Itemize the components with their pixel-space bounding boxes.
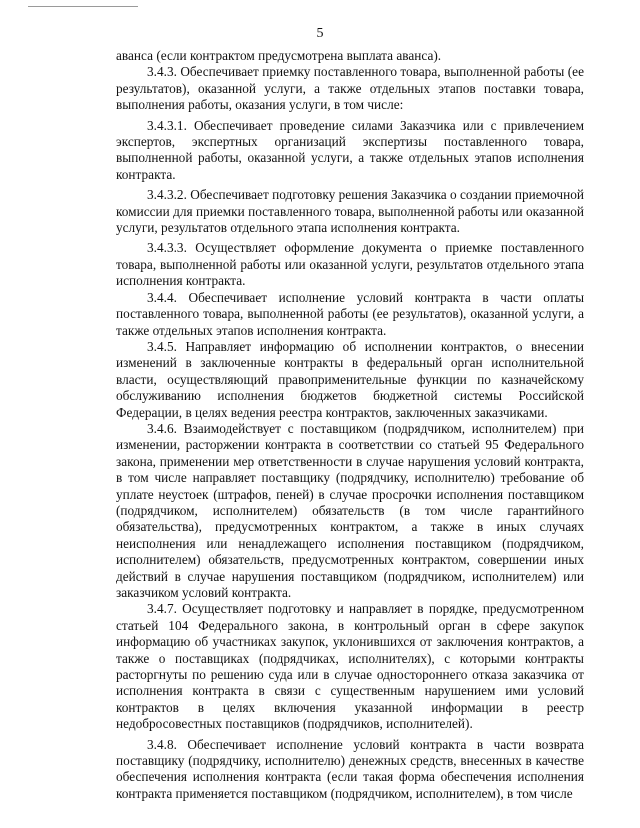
document-body: [116, 48, 584, 802]
paragraph: 3.4.3.1. Обеспечивает проведение силами Заказчика или с привлечением экспертов, экспертных организаций экспертизы поставленного товара, выполненной работы, оказанной услуги, а также отдельных этапов исполнения контракта.: [116, 117, 584, 182]
paragraph: аванса (если контрактом предусмотрена выплата аванса).: [116, 48, 442, 63]
paragraph: 3.4.3.3. Осуществляет оформление документа о приемке поставленного товара, выполненной работы или оказанной услуги, результатов отдельного этапа исполнения контракта.: [116, 240, 584, 289]
paragraph: 3.4.4. Обеспечивает исполнение условий контракта в части оплаты поставленного товара, выполненной работы (ее результатов), оказанной услуги, а также отдельных этапов исполнения контракта.: [116, 289, 584, 338]
paragraph: 3.4.8. Обеспечивает исполнение условий контракта в части возврата поставщику (подрядчику, исполнителю) денежных средств, внесенных в качестве обеспечения исполнения контракта (если такая форма обеспечения исполнения контракта применяется поставщиком (подрядчиком, исполнителем), в том числе: [116, 736, 584, 801]
top-rule: [28, 6, 138, 7]
page-number: 5: [316, 26, 324, 41]
paragraph: 3.4.6. Взаимодействует с поставщиком (подрядчиком, исполнителем) при изменении, расторжении контракта в соответствии со статьей 95 Федерального закона, применении мер ответственности в случае нарушения условий контракта, в том числе направляет поставщику (подрядчику, исполнителю) требование об уплате неустоек (штрафов, пеней) в случае просрочки исполнения поставщиком (подрядчиком, исполнителем) обязательств (в том числе гарантийного обязательства), предусмотренных контрактом, а также в иных случаях неисполнения или ненадлежащего исполнения поставщиком (подрядчиком, исполнителем) обязательств, предусмотренных контрактом, совершении иных действий в случае нарушения поставщиком (подрядчиком, исполнителем) или заказчиком условий контракта.: [116, 420, 584, 600]
paragraph: 3.4.3. Обеспечивает приемку поставленного товара, выполненной работы (ее результатов), оказанной услуги, а также отдельных этапов поставки товара, выполнения работы, оказания услуги, в том числе:: [116, 64, 584, 113]
paragraph: 3.4.3.2. Обеспечивает подготовку решения Заказчика о создании приемочной комиссии для приемки поставленного товара, выполненной работы или оказанной услуги, результатов отдельного этапа исполнения контракта.: [116, 187, 584, 236]
paragraph: 3.4.5. Направляет информацию об исполнении контрактов, о внесении изменений в заключенные контракты в федеральный орган исполнительной власти, осуществляющий правоприменительные функции по казначейскому обслуживанию исполнения бюджетов бюджетной системы Российской Федерации, в целях ведения реестра контрактов, заключенных заказчиками.: [116, 338, 584, 420]
paragraph: 3.4.7. Осуществляет подготовку и направляет в порядке, предусмотренном статьей 104 Федерального закона, в контрольный орган в сфере закупок информацию об участниках закупок, уклонившихся от заключения контрактов, а также о поставщиках (подрядчиках, исполнителях), с которыми контракты расторгнуты по решению суда или в случае одностороннего отказа заказчика от исполнения контракта в связи с существенным нарушением ими условий контрактов в целях включения указанной информации в реестр недобросовестных поставщиков (подрядчиков, исполнителей).: [116, 601, 584, 732]
